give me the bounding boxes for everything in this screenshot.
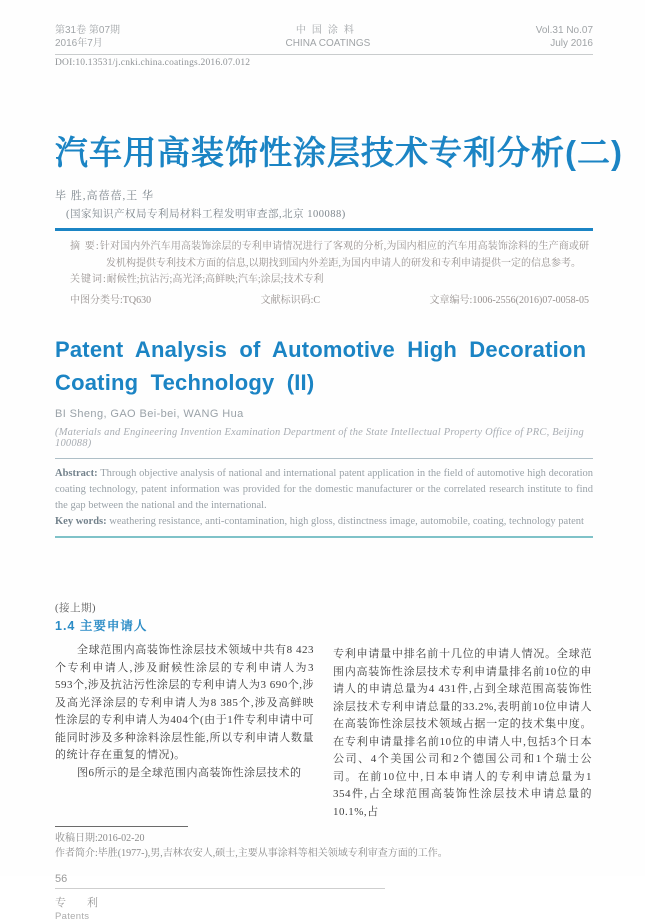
abstract-en-text: Through objective analysis of national and international patent application in the field of automotive high decoration coating technology, patent information was provided for the domestic manufacturer or the correlated research institute to find the gap between the national and the international. xyxy=(55,468,593,511)
keywords-en-label: Key words: xyxy=(55,516,107,527)
doi-line: DOI:10.13531/j.cnki.china.coatings.2016.07.012 xyxy=(55,58,251,68)
volume-issue-cn: 第31卷 第07期 xyxy=(55,25,121,36)
section-heading-1-4: 1.4 主要申请人 xyxy=(55,618,148,633)
author-bio-line xyxy=(55,846,593,861)
classification-row xyxy=(70,293,589,310)
affiliation-cn: (国家知识产权局专利局材料工程发明审查部,北京 100088) xyxy=(66,209,346,220)
date-en: July 2016 xyxy=(550,38,593,49)
masthead-journal-name xyxy=(285,24,370,50)
page-number: 56 xyxy=(55,873,68,885)
abstract-en-label: Abstract: xyxy=(55,468,98,479)
affiliation-en: (Materials and Engineering Invention Examination Department of the State Intellectual Property Office of PRC, Beijing 100088) xyxy=(55,427,584,449)
body-paragraph-right: 专利申请量中排名前十几位的申请人情况。全球范围内高装饰性涂层技术专利申请量排名前10位的申请人的申请总量为4 431件,占到全球范围高装饰性涂层技术专利申请总量的33.2%,表明前10位申请人在高装饰性涂层技术领域占据一定的技术集中度。在专利申请量排名前10位的申请人中,包括3个日本公司、4个美国公司和2个德国公司和1个瑞士公司。在前10位中,日本申请人的专利申请总量为1 354件,占全球范围高装饰性涂层技术申请总量的10.1%,占 xyxy=(333,648,592,818)
keywords-cn-text: 耐候性;抗沾污;高光泽;高鲜映;汽车;涂层;技术专利 xyxy=(106,274,324,285)
footer-column-title-en: Patents xyxy=(55,911,90,922)
authors-en: BI Sheng, GAO Bei-bei, WANG Hua xyxy=(55,408,244,420)
masthead-issue-cn xyxy=(55,24,120,50)
body-column-left xyxy=(55,600,314,821)
keywords-en-paragraph xyxy=(55,514,593,530)
footer-divider xyxy=(55,888,385,889)
journal-name-en: CHINA COATINGS xyxy=(285,38,371,49)
document-code: 文献标识码:C xyxy=(260,294,321,306)
abstract-cn-label: 摘 要: xyxy=(70,241,100,252)
abstract-en-block xyxy=(55,466,593,530)
date-cn: 2016年7月 xyxy=(55,38,103,49)
keywords-cn-label: 关键词: xyxy=(70,274,107,285)
article-title-cn: 汽车用高装饰性涂层技术专利分析(二) xyxy=(55,134,623,171)
teal-divider xyxy=(55,536,593,538)
authors-cn: 毕 胜,高蓓蓓,王 华 xyxy=(55,190,154,202)
abstract-cn-paragraph xyxy=(70,239,589,272)
abstract-en-paragraph xyxy=(55,466,593,514)
received-date-line xyxy=(55,831,593,846)
article-title-en: Patent Analysis of Automotive High Decoration Coating Technology (II) xyxy=(55,337,587,395)
body-column-right xyxy=(333,600,592,821)
blue-divider xyxy=(55,228,593,231)
body-paragraph-left-1: 全球范围内高装饰性涂层技术领域中共有8 423个专利申请人,涉及耐候性涂层的专利申请人为3 593个,涉及抗沾污性涂层的专利申请人为3 690个,涉及高光泽涂层的专利申请人为8 385个,涉及高鲜映性涂层的专利申请人为404个(由于1件专利申请中可能同时涉及多种涂料涂层性能,所以专利申请人数量的统计存在重复的情况)。 xyxy=(55,644,314,761)
abstract-cn-text: 针对国内外汽车用高装饰涂层的专利申请情况进行了客观的分析,为国内相应的汽车用高装饰涂料的生产商或研发机构提供专利技术方面的信息,以期找到国内外差距,为国内申请人的研发和专利申请提供一定的信息参考。 xyxy=(99,241,590,269)
thin-divider xyxy=(55,458,593,459)
footnote-block xyxy=(55,826,593,861)
continued-note: (接上期) xyxy=(55,603,96,614)
masthead xyxy=(55,24,593,55)
author-bio-label: 作者简介: xyxy=(55,848,98,859)
body-paragraph-left-2: 图6所示的是全球范围内高装饰性涂层技术的 xyxy=(77,766,302,779)
received-date-label: 收稿日期: xyxy=(55,833,98,844)
footnote-divider xyxy=(55,826,188,827)
page-footer xyxy=(55,873,593,922)
journal-name-cn: 中国涂料 xyxy=(295,25,360,36)
abstract-cn-block xyxy=(55,239,593,309)
keywords-cn-paragraph xyxy=(70,272,589,289)
masthead-issue-en xyxy=(536,24,593,50)
received-date-value: 2016-02-20 xyxy=(97,833,145,844)
keywords-en-text: weathering resistance, anti-contamination, high gloss, distinctness image, automobile, coating, technology patent xyxy=(106,516,584,527)
body-columns xyxy=(55,600,593,821)
volume-issue-en: Vol.31 No.07 xyxy=(535,25,593,36)
footer-column-title-cn: 专 利 xyxy=(55,897,108,909)
clc-number: 中图分类号:TQ630 xyxy=(70,294,152,306)
article-id: 文章编号:1006-2556(2016)07-0058-05 xyxy=(429,294,589,306)
author-bio-value: 毕胜(1977-),男,吉林农安人,硕士,主要从事涂料等相关领域专利审查方面的工作。 xyxy=(97,848,448,859)
